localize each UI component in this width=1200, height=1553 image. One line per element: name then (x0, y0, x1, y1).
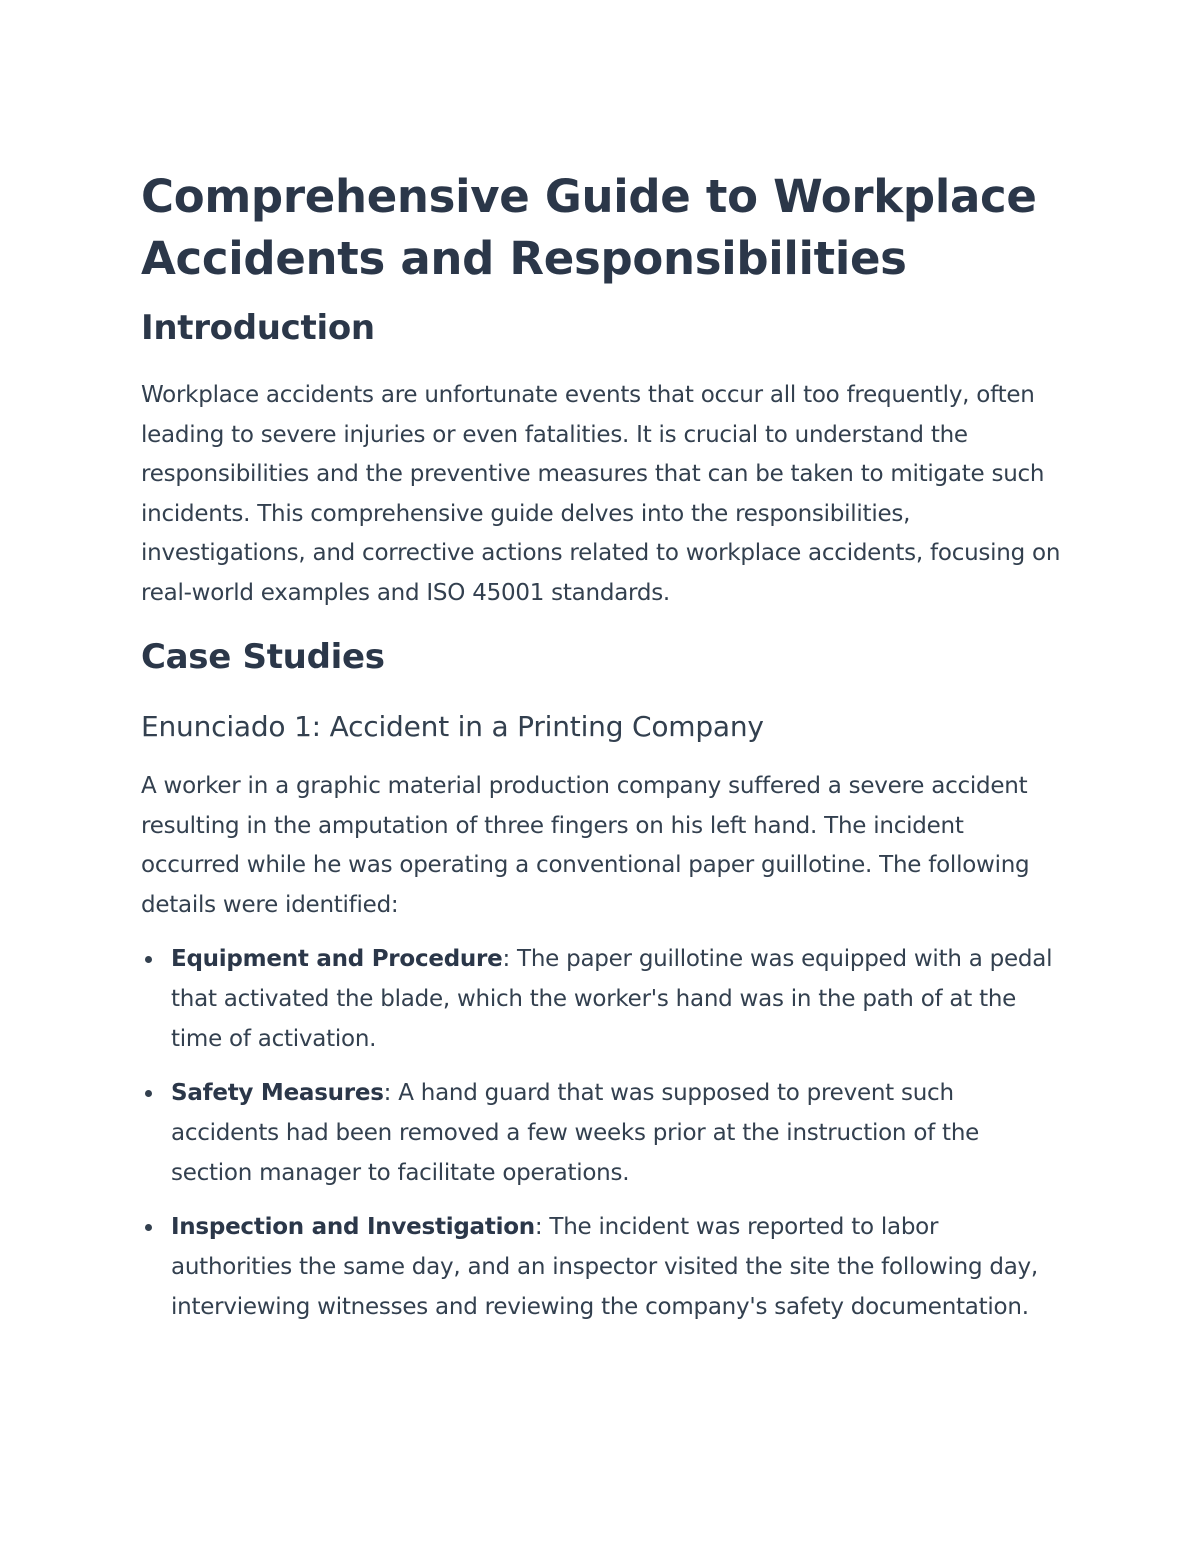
list-item (141, 1073, 1061, 1193)
case-studies-heading: Case Studies (141, 637, 385, 677)
introduction-paragraph: Workplace accidents are unfortunate events that occur all too frequently, often leading to severe injuries or even fatalities. It is crucial to understand the responsibilities and the preventive measures that can be taken to mitigate such incidents. This comprehensive guide delves into the responsibilities, investigations, and corrective actions related to workplace accidents, focusing on real-world examples and ISO 45001 standards. (141, 382, 1061, 606)
document-title: Comprehensive Guide to Workplace Accidents and Responsibilities (141, 170, 1037, 285)
bullet-icon (145, 1090, 152, 1097)
case-1-details-list (141, 939, 1061, 1327)
list-item (141, 1207, 1061, 1327)
document-page (141, 166, 1061, 1341)
case-1-heading: Enunciado 1: Accident in a Printing Company (141, 710, 764, 743)
list-item (141, 939, 1061, 1059)
list-item-text: : The incident was reported to labor authorities the same day, and an inspector visited the site the following day, interviewing witnesses and reviewing the company's safety documentation. (171, 1214, 1038, 1320)
case-1-paragraph: A worker in a graphic material production company suffered a severe accident resulting in the amputation of three fingers on his left hand. The incident occurred while he was operating a conventional paper guillotine. The following details were identified: (141, 773, 1030, 918)
bullet-icon (145, 956, 152, 963)
list-item-label: Inspection and Investigation (171, 1214, 535, 1240)
introduction-heading: Introduction (141, 308, 375, 348)
bullet-icon (145, 1224, 152, 1231)
list-item-text: : The paper guillotine was equipped with a pedal that activated the blade, which the worker's hand was in the path of at the time of activation. (171, 946, 1053, 1052)
list-item-label: Safety Measures (171, 1080, 384, 1106)
list-item-text: : A hand guard that was supposed to prevent such accidents had been removed a few weeks prior at the instruction of the section manager to facilitate operations. (171, 1080, 980, 1186)
list-item-label: Equipment and Procedure (171, 946, 503, 972)
